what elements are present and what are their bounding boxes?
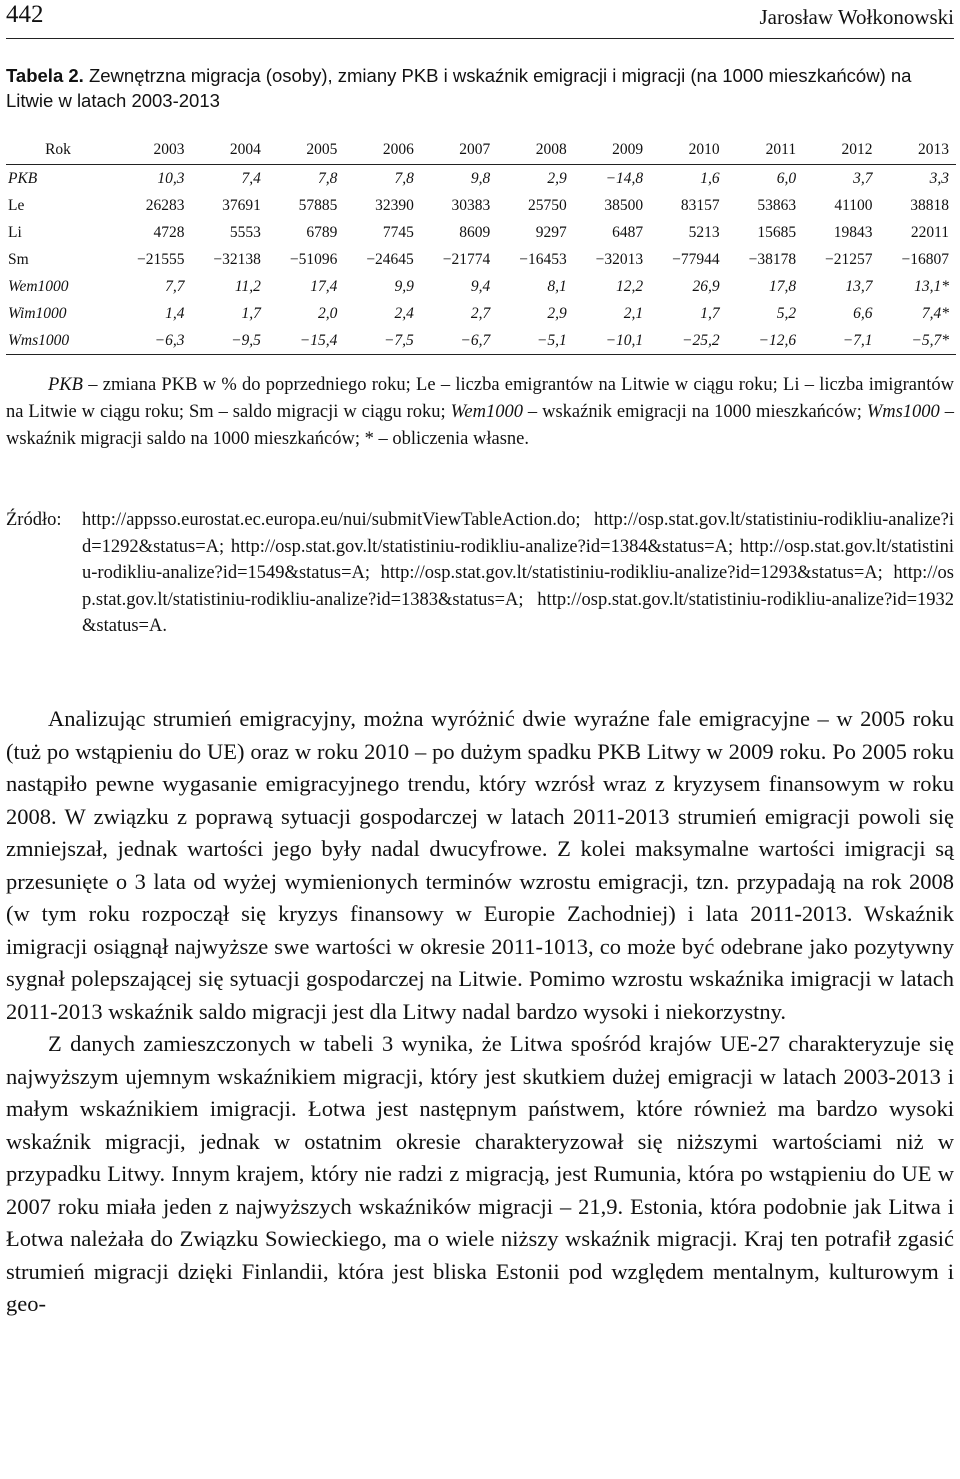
- header-year-2008: 2008: [497, 135, 573, 165]
- table-row: [6, 327, 956, 355]
- table-cell: −38178: [748, 250, 797, 268]
- table-cell: −21774: [442, 250, 491, 268]
- table-cell: 38500: [604, 196, 644, 214]
- header-year-2011: 2011: [727, 135, 803, 165]
- row-label: Sm: [8, 250, 29, 268]
- note-def-pkb: – zmiana PKB w % do poprzedniego roku; Le – liczba emigrantów na Litwie w ciągu roku; Li – liczba imigrantów na Litwie w ciągu roku; Sm – saldo migracji w ciągu roku;: [6, 375, 954, 422]
- table-cell: 83157: [680, 196, 720, 214]
- table-cell: −21555: [136, 250, 185, 268]
- table-cell: −21257: [825, 250, 873, 268]
- table-cell: 26283: [145, 196, 185, 214]
- table-cell: −9,5: [191, 327, 267, 355]
- table-cell: 17,4: [310, 277, 338, 295]
- table-cell: 5,2: [776, 304, 797, 322]
- table-cell: 2,9: [547, 304, 567, 322]
- body-paragraph-1: Analizując strumień emigracyjny, można wyróżnić dwie wyraźne fale emigracyjne – w 2005 roku (tuż po wstąpieniu do UE) oraz w roku 2010 – po dużym spadku PKB Litwy w 2009 roku. Po 2005 roku nastąpiło pewne wygasanie emigracyjnego trendu, który wzrósł wraz z kryzysem finansowym w roku 2008. W związku z poprawą sytuacji gospodarczej w latach 2011-2013 strumień emigracji powoli się zmniejszał, jednak wartości jego były nadal dwucyfrowe. Z kolei maksymalne wartości imigracji są przesunięte o 3 lata od wyżej wymienionych terminów wzrostu emigracji, tzn. przypadają na rok 2008 (w tym roku rozpoczął się kryzys finansowy w Europie Zachodniej) i lata 2011-2013. Wskaźnik imigracji osiągnął najwyższe swe wartości w okresie 2011-1013, co może być odebrane jako pozytywny sygnał polepszającej się sytuacji gospodarczej na Litwie. Pomimo wzrostu wskaźnika imigracji w latach 2011-2013 wskaźnik saldo migracji jest dla Litwy nadal bardzo wysoki i niekorzystny.: [6, 706, 954, 1024]
- row-label: Wms1000: [6, 327, 115, 355]
- table-cell: −7,1: [803, 327, 879, 355]
- table-cell: 7,7: [165, 277, 185, 295]
- table-row: [6, 219, 956, 246]
- table-cell: 11,2: [234, 277, 261, 295]
- table-cell: 8,1: [547, 277, 567, 295]
- header-year-2004: 2004: [191, 135, 267, 165]
- table-cell: 7745: [382, 223, 414, 241]
- table-cell: 25750: [527, 196, 567, 214]
- table-row: [6, 165, 956, 193]
- table-cell: 1,4: [165, 304, 185, 322]
- table-cell: 6,0: [776, 169, 797, 187]
- table-cell: 17,8: [768, 277, 797, 295]
- table-cell: 2,9: [547, 169, 567, 187]
- row-label: Le: [8, 196, 25, 214]
- table-cell: 9297: [535, 223, 567, 241]
- source-label: Źródło:: [6, 510, 62, 530]
- header-year-2003: 2003: [115, 135, 191, 165]
- table-caption-label: Tabela 2.: [6, 65, 84, 86]
- table-notes: [6, 372, 954, 453]
- note-term-pkb: PKB: [48, 375, 83, 395]
- body-text: [6, 703, 954, 1321]
- table-cell: −16807: [901, 250, 949, 268]
- source-urls: http://appsso.eurostat.ec.europa.eu/nui/submitViewTableAction.do; http://osp.stat.gov.lt/statistiniu-rodikliu-analize?id=1292&status=A; http://osp.stat.gov.lt/statistiniu-rodikliu-analize?id=1384&status=A; http://osp.stat.gov.lt/statistiniu-rodikliu-analize?id=1549&status=A; http://osp.stat.gov.lt/statistiniu-rodikliu-analize?id=1293&status=A; http://osp.stat.gov.lt/statistiniu-rodikliu-analize?id=1383&status=A; http://osp.stat.gov.lt/statistiniu-rodikliu-analize?id=1932&status=A.: [82, 510, 954, 637]
- table-cell: 6487: [612, 223, 644, 241]
- table-caption-text: Zewnętrzna migracja (osoby), zmiany PKB i wskaźnik emigracji i migracji (na 1000 mieszkańców) na Litwie w latach 2003-2013: [6, 65, 912, 111]
- table-cell: 1,7: [700, 304, 720, 322]
- table-cell: 10,3: [157, 169, 185, 187]
- table-row: [6, 192, 956, 219]
- table-cell: 13,1*: [914, 277, 949, 295]
- table-cell: 2,1: [623, 304, 644, 322]
- table-cell: 7,8: [317, 169, 338, 187]
- table-cell: −14,8: [605, 169, 644, 187]
- page-number: 442: [6, 1, 44, 28]
- table-cell: 37691: [222, 196, 261, 214]
- table-cell: 7,4*: [921, 304, 949, 322]
- table-cell: −51096: [289, 250, 338, 268]
- table-cell: 7,4: [241, 169, 261, 187]
- table-cell: 26,9: [692, 277, 720, 295]
- table-cell: 19843: [833, 223, 873, 241]
- table-row: [6, 273, 956, 300]
- table-cell: 6789: [306, 223, 338, 241]
- note-term-wem: Wem1000: [450, 402, 523, 422]
- table-cell: −24645: [366, 250, 414, 268]
- table-cell: −12,6: [727, 327, 803, 355]
- note-def-wem: – wskaźnik emigracji na 1000 mieszkańców;: [522, 402, 867, 422]
- table-cell: 12,2: [616, 277, 644, 295]
- table-cell: 32390: [375, 196, 414, 214]
- header-year-2007: 2007: [421, 135, 497, 165]
- table-body: [6, 165, 956, 355]
- table-cell: −32138: [213, 250, 261, 268]
- table-cell: 3,3: [929, 169, 949, 187]
- table-cell: 41100: [834, 196, 873, 214]
- table-cell: 6,6: [853, 304, 873, 322]
- table-cell: 4728: [153, 223, 185, 241]
- table-cell: 9,4: [470, 277, 491, 295]
- table-cell: 1,7: [241, 304, 261, 322]
- table-cell: 1,6: [700, 169, 720, 187]
- table-row: [6, 300, 956, 327]
- table-row: [6, 246, 956, 273]
- row-label: PKB: [8, 169, 38, 187]
- header-year-label: Rok: [6, 135, 115, 165]
- table-source: [6, 507, 954, 640]
- table-cell: 38818: [910, 196, 949, 214]
- table-cell: 9,9: [394, 277, 414, 295]
- table-cell: 53863: [757, 196, 797, 214]
- table-cell: 7,8: [394, 169, 414, 187]
- table-cell: 5553: [229, 223, 261, 241]
- header-year-2006: 2006: [344, 135, 420, 165]
- table-cell: 15685: [757, 223, 797, 241]
- table-cell: −5,1: [497, 327, 573, 355]
- table-cell: 22011: [910, 223, 949, 241]
- page-header: [6, 0, 954, 39]
- header-year-2005: 2005: [268, 135, 344, 165]
- table-cell: −10,1: [574, 327, 650, 355]
- table-cell: 2,7: [470, 304, 491, 322]
- table-cell: −7,5: [344, 327, 420, 355]
- header-year-2009: 2009: [574, 135, 650, 165]
- table-cell: −77944: [672, 250, 720, 268]
- table-cell: 9,8: [470, 169, 491, 187]
- table-cell: −15,4: [268, 327, 344, 355]
- header-year-2010: 2010: [650, 135, 726, 165]
- table-cell: −6,3: [115, 327, 191, 355]
- table-cell: 2,4: [394, 304, 414, 322]
- row-label: Li: [8, 223, 22, 241]
- table-header-row: [6, 135, 956, 165]
- table-cell: −25,2: [650, 327, 726, 355]
- note-term-wms: Wms1000: [866, 402, 940, 422]
- table-cell: 30383: [451, 196, 491, 214]
- table-caption: [6, 63, 946, 113]
- table-cell: 57885: [298, 196, 338, 214]
- table-cell: −16453: [519, 250, 567, 268]
- header-year-2012: 2012: [803, 135, 879, 165]
- table-cell: 8609: [459, 223, 491, 241]
- row-label: Wim1000: [8, 304, 67, 322]
- note-def-wms: – wskaźnik migracji saldo na 1000 mieszkańców; * – obliczenia własne.: [6, 402, 955, 449]
- table-cell: 3,7: [853, 169, 873, 187]
- row-label: Wem1000: [8, 277, 69, 295]
- table-cell: 5213: [688, 223, 720, 241]
- migration-table: [6, 135, 956, 355]
- table-cell: −6,7: [421, 327, 497, 355]
- header-year-2013: 2013: [880, 135, 956, 165]
- running-head-author: Jarosław Wołkonowski: [759, 5, 954, 29]
- table-cell: 2,0: [317, 304, 338, 322]
- table-cell: −5,7*: [880, 327, 956, 355]
- body-paragraph-2: Z danych zamieszczonych w tabeli 3 wynika, że Litwa spośród krajów UE-27 charakteryzuje się najwyższym ujemnym wskaźnikiem migracji, który jest skutkiem dużej emigracji w latach 2003-2013 i małym wskaźnikiem imigracji. Łotwa jest następnym państwem, które również ma bardzo wysoki wskaźnik migracji, jednak w ostatnim okresie charakteryzował się niższymi wartościami niż w przypadku Litwy. Innym krajem, który nie radzi z migracją, jest Rumunia, która po wstąpieniu do UE w 2007 roku miała jeden z najwyższych wskaźników migracji – 21,9. Estonia, która podobnie jak Litwa i Łotwa należała do Związku Sowieckiego, ma o wiele niższy wskaźnik migracji. Kraj ten potrafił zgasić strumień migracji dzięki Finlandii, która jest bliska Estonii pod względem mentalnym, kulturowym i geo-: [6, 1031, 954, 1316]
- table-cell: 13,7: [845, 277, 873, 295]
- table-cell: −32013: [595, 250, 644, 268]
